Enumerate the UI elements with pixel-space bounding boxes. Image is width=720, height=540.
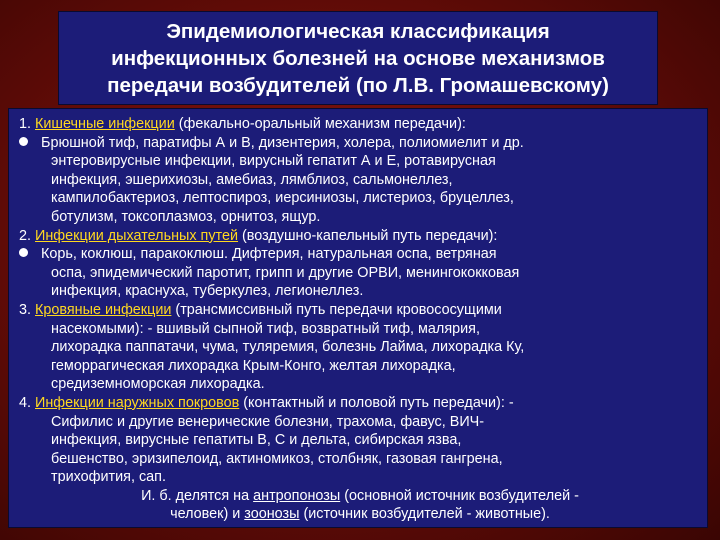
list-item-continuation: энтеровирусные инфекции, вирусный гепатит А и Е, ротавирусная bbox=[51, 153, 496, 170]
content-panel bbox=[8, 108, 708, 528]
list-item-continuation: насекомыми): - вшивый сыпной тиф, возвратный тиф, малярия, bbox=[51, 320, 480, 337]
section-3-heading bbox=[19, 301, 701, 320]
section-number: 3. bbox=[19, 301, 32, 318]
section-1-mechanism: (фекально-оральный механизм передачи): bbox=[178, 116, 466, 132]
list-item-continuation: кампилобактериоз, лептоспироз, иерсиниозы, листериоз, бруцеллез, bbox=[51, 190, 514, 207]
section-2-title: Инфекции дыхательных путей bbox=[35, 227, 239, 244]
section-2-mechanism: (воздушно-капельный путь передачи): bbox=[242, 227, 498, 244]
list-item-continuation: трихофития, сап. bbox=[51, 469, 166, 486]
list-item-continuation: инфекция, краснуха, туберкулез, легионеллез. bbox=[51, 283, 364, 300]
anthroponoses-term: антропонозы bbox=[253, 487, 341, 504]
section-1-title: Кишечные инфекции bbox=[35, 116, 175, 132]
bullet-icon bbox=[19, 248, 28, 257]
list-item-continuation: ботулизм, токсоплазмоз, орнитоз, ящур. bbox=[51, 208, 321, 225]
list-item-continuation: оспа, эпидемический паротит, грипп и другие ОРВИ, менингококковая bbox=[51, 264, 520, 281]
summary-line-2: человек) и зоонозы (источник возбудителей - животные). bbox=[170, 506, 550, 523]
list-item-continuation: лихорадка паппатачи, чума, туляремия, болезнь Лайма, лихорадка Ку, bbox=[51, 339, 525, 356]
section-number: 2. bbox=[19, 227, 32, 244]
list-item-continuation: средиземноморская лихорадка. bbox=[51, 376, 265, 393]
summary-line-1: И. б. делятся на антропонозы (основной источник возбудителей - bbox=[141, 487, 579, 504]
list-item-continuation: инфекция, эшерихиозы, амебиаз, лямблиоз, сальмонеллез, bbox=[51, 171, 453, 188]
list-item-continuation: геморрагическая лихорадка Крым-Конго, желтая лихорадка, bbox=[51, 357, 456, 374]
zoonoses-term: зоонозы bbox=[244, 506, 300, 523]
section-2-heading bbox=[19, 227, 701, 246]
section-number: 4. bbox=[19, 394, 32, 411]
list-item: Корь, коклюш, паракоклюш. Дифтерия, натуральная оспа, ветряная bbox=[19, 245, 701, 264]
section-3-mechanism: (трансмиссивный путь передачи кровососущими bbox=[175, 301, 502, 318]
section-number: 1. bbox=[19, 116, 32, 132]
section-4-mechanism: (контактный и половой путь передачи): - bbox=[243, 394, 514, 411]
title-line-1: Эпидемиологическая классификация bbox=[166, 20, 550, 43]
title-panel bbox=[58, 11, 658, 105]
section-4-heading bbox=[19, 394, 701, 413]
title-line-2: инфекционных болезней на основе механизмов bbox=[111, 47, 605, 70]
list-item-continuation: Сифилис и другие венерические болезни, трахома, фавус, ВИЧ- bbox=[51, 413, 485, 430]
section-3-title: Кровяные инфекции bbox=[35, 301, 172, 318]
list-item-continuation: бешенство, эризипелоид, актиномикоз, столбняк, газовая гангрена, bbox=[51, 450, 503, 467]
list-item: Брюшной тиф, паратифы А и В, дизентерия, холера, полиомиелит и др. bbox=[19, 134, 701, 153]
section-4-title: Инфекции наружных покровов bbox=[35, 394, 240, 411]
bullet-icon bbox=[19, 137, 28, 146]
section-1-heading bbox=[19, 115, 701, 134]
title-line-3: передачи возбудителей (по Л.В. Громашевскому) bbox=[107, 74, 609, 97]
list-item-continuation: инфекция, вирусные гепатиты В, С и дельта, сибирская язва, bbox=[51, 432, 462, 449]
